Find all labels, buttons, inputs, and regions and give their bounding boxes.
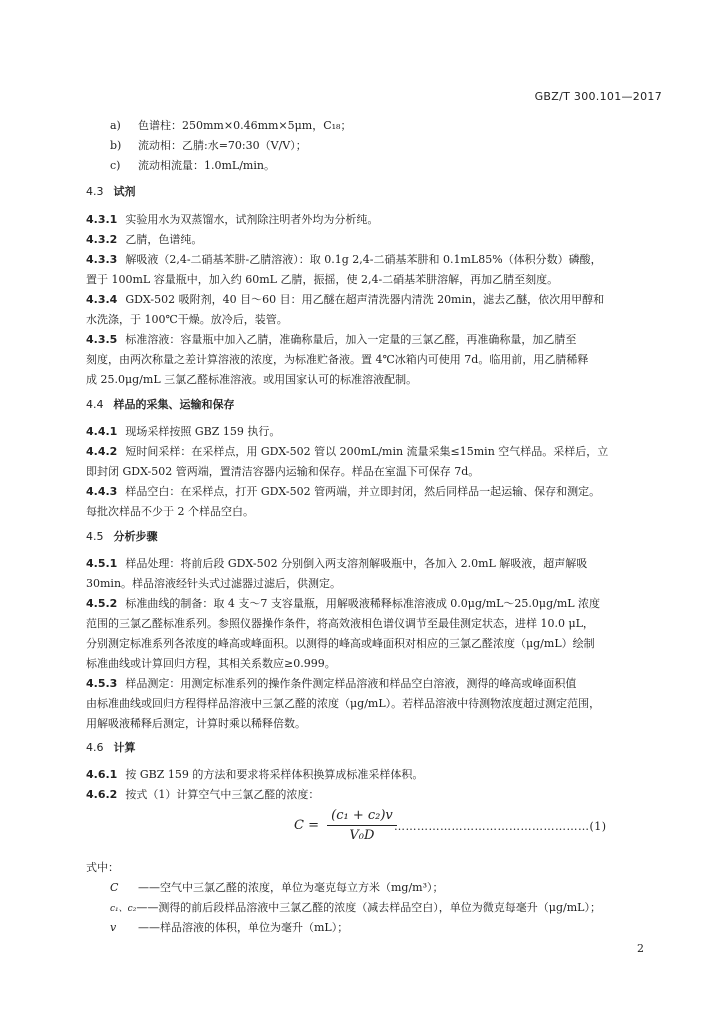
definition-text: ——空气中三氯乙醛的浓度，单位为毫克每立方米（mg/m³）； — [138, 881, 444, 894]
section-heading-4-5 — [86, 527, 658, 547]
formula-leader — [394, 820, 607, 833]
clause-text: GDX-502 吸附剂，40 目～60 目：用乙醚在超声清洗器内清洗 20min，滤去乙醚，依次用甲醇和 — [125, 293, 605, 306]
formula-lhs: C = — [294, 818, 319, 833]
item-text: 色谱柱：250mm×0.46mm×5μm，C₁₈； — [138, 119, 352, 132]
list-item-a — [110, 116, 682, 136]
clause-text: 样品空白：在采样点，打开 GDX-502 管两端，并立即封闭，然后同样品一起运输、保存和测定。 — [125, 485, 601, 498]
section-heading-4-6 — [86, 738, 658, 758]
clause-number: 4.4.2 — [86, 445, 118, 458]
standard-code: GBZ/T 300.101—2017 — [534, 90, 662, 103]
definition-symbol: c₁、c₂ — [110, 904, 137, 914]
clause-4-3-3 — [86, 250, 658, 270]
clause-4-4-2 — [86, 442, 658, 462]
clause-4-4-1 — [86, 422, 658, 442]
formula-dots: …………………………………………… — [394, 820, 590, 833]
formula-denominator: V₀D — [349, 828, 375, 843]
clause-4-4-3-line-2: 每批次样品不少于 2 个样品空白。 — [86, 505, 254, 518]
clause-4-4-2-line-2: 即封闭 GDX-502 管两端，置清洁容器内运输和保存。样品在室温下可保存 7d。 — [86, 465, 480, 478]
clause-4-5-1-line-2: 30min。样品溶液经针头式过滤器过滤后，供测定。 — [86, 577, 342, 590]
clause-4-3-2 — [86, 230, 658, 250]
definition-text: ——测得的前后段样品溶液中三氯乙醛的浓度（减去样品空白），单位为微克每毫升（μg/mL）； — [136, 901, 601, 914]
clause-text: 乙腈，色谱纯。 — [125, 233, 203, 246]
definition-symbol: v — [110, 921, 117, 934]
definition-c1-c2 — [110, 898, 682, 919]
clause-text: 现场采样按照 GBZ 159 执行。 — [125, 425, 281, 438]
clause-4-4-3 — [86, 482, 658, 502]
where-label: 式中： — [86, 861, 119, 874]
item-text: 流动相：乙腈:水=70:30（V/V）； — [138, 139, 307, 152]
item-text: 流动相流量：1.0mL/min。 — [138, 159, 275, 172]
section-heading-4-3 — [86, 182, 658, 202]
clause-number: 4.6.2 — [86, 788, 118, 801]
clause-4-3-4 — [86, 290, 658, 310]
clause-4-5-3 — [86, 674, 658, 694]
definition-symbol: C — [110, 881, 119, 894]
clause-number: 4.3.1 — [86, 213, 118, 226]
clause-text: 样品处理：将前后段 GDX-502 分别倒入两支溶剂解吸瓶中，各加入 2.0mL 解吸液，超声解吸 — [125, 557, 588, 570]
clause-4-5-3-line-2: 由标准曲线或回归方程得样品溶液中三氯乙醛的浓度（μg/mL）。若样品溶液中待测物浓度超过测定范围， — [86, 697, 601, 710]
clause-number: 4.5.2 — [86, 597, 118, 610]
clause-4-5-2 — [86, 594, 658, 614]
clause-number: 4.5.1 — [86, 557, 118, 570]
clause-text: 按式（1）计算空气中三氯乙醛的浓度： — [125, 788, 320, 801]
definition-text: ——样品溶液的体积，单位为毫升（mL）； — [138, 921, 349, 934]
clause-4-3-5-line-2: 刻度，由两次称量之差计算溶液的浓度，为标准贮备液。置 4℃冰箱内可使用 7d。临用前，用乙腈稀释 — [86, 353, 589, 366]
formula-1 — [294, 808, 397, 843]
clause-text: 短时间采样：在采样点，用 GDX-502 管以 200mL/min 流量采集≤15min 空气样品。采样后，立 — [125, 445, 609, 458]
clause-4-3-5-line-3: 成 25.0μg/mL 三氯乙醛标准溶液。或用国家认可的标准溶液配制。 — [86, 373, 418, 386]
list-item-b — [110, 136, 682, 156]
clause-number: 4.6.1 — [86, 768, 118, 781]
clause-number: 4.3.5 — [86, 333, 118, 346]
item-label: a) — [110, 119, 121, 132]
clause-number: 4.3.2 — [86, 233, 118, 246]
section-title: 计算 — [113, 741, 136, 754]
section-title: 样品的采集、运输和保存 — [113, 398, 235, 411]
section-number: 4.3 — [86, 185, 104, 198]
clause-number: 4.4.3 — [86, 485, 118, 498]
list-item-c — [110, 156, 682, 176]
formula-numerator: (c₁ + c₂)v — [327, 808, 397, 826]
clause-4-3-3-line-2: 置于 100mL 容量瓶中，加入约 60mL 乙腈，振摇，使 2,4-二硝基苯肼溶解，再加乙腈至刻度。 — [86, 273, 559, 286]
item-label: c) — [110, 159, 121, 172]
clause-4-5-2-line-3: 分别测定标准系列各浓度的峰高或峰面积。以测得的峰高或峰面积对相应的三氯乙醛浓度（μg/mL）绘制 — [86, 637, 595, 650]
clause-text: 标准溶液：容量瓶中加入乙腈，准确称量后，加入一定量的三氯乙醛，再准确称量，加乙腈至 — [125, 333, 577, 346]
section-number: 4.5 — [86, 530, 104, 543]
clause-4-3-1 — [86, 210, 658, 230]
clause-4-3-4-line-2: 水洗涤，于 100℃干燥。放冷后，装管。 — [86, 313, 288, 326]
clause-number: 4.4.1 — [86, 425, 118, 438]
formula-fraction — [327, 808, 397, 843]
clause-number: 4.3.3 — [86, 253, 118, 266]
item-label: b) — [110, 139, 122, 152]
clause-number: 4.3.4 — [86, 293, 118, 306]
clause-4-3-5 — [86, 330, 658, 350]
page-number: 2 — [637, 942, 644, 955]
equation-number: (1) — [589, 820, 607, 833]
clause-4-6-2 — [86, 785, 658, 805]
clause-text: 标准曲线的制备：取 4 支～7 支容量瓶，用解吸液稀释标准溶液成 0.0μg/mL～25.0μg/mL 浓度 — [125, 597, 601, 610]
definition-v — [110, 918, 682, 938]
definition-c — [110, 878, 682, 898]
clause-4-5-2-line-4: 标准曲线或计算回归方程，其相关系数应≥0.999。 — [86, 657, 336, 670]
section-number: 4.4 — [86, 398, 104, 411]
section-title: 试剂 — [113, 185, 136, 198]
section-heading-4-4 — [86, 395, 658, 415]
section-number: 4.6 — [86, 741, 104, 754]
clause-4-5-1 — [86, 554, 658, 574]
clause-4-5-2-line-2: 范围的三氯乙醛标准系列。参照仪器操作条件，将高效液相色谱仪调节至最佳测定状态，进样 10.0 μL， — [86, 617, 594, 630]
clause-4-6-1 — [86, 765, 658, 785]
clause-4-5-3-line-3: 用解吸液稀释后测定，计算时乘以稀释倍数。 — [86, 717, 306, 730]
clause-text: 解吸液（2,4-二硝基苯肼-乙腈溶液）：取 0.1g 2,4-二硝基苯肼和 0.1mL85%（体积分数）磷酸， — [125, 253, 602, 266]
clause-text: 样品测定：用测定标准系列的操作条件测定样品溶液和样品空白溶液，测得的峰高或峰面积值 — [125, 677, 577, 690]
section-title: 分析步骤 — [113, 530, 158, 543]
clause-number: 4.5.3 — [86, 677, 118, 690]
clause-text: 实验用水为双蒸馏水，试剂除注明者外均为分析纯。 — [125, 213, 379, 226]
clause-text: 按 GBZ 159 的方法和要求将采样体积换算成标准采样体积。 — [125, 768, 424, 781]
